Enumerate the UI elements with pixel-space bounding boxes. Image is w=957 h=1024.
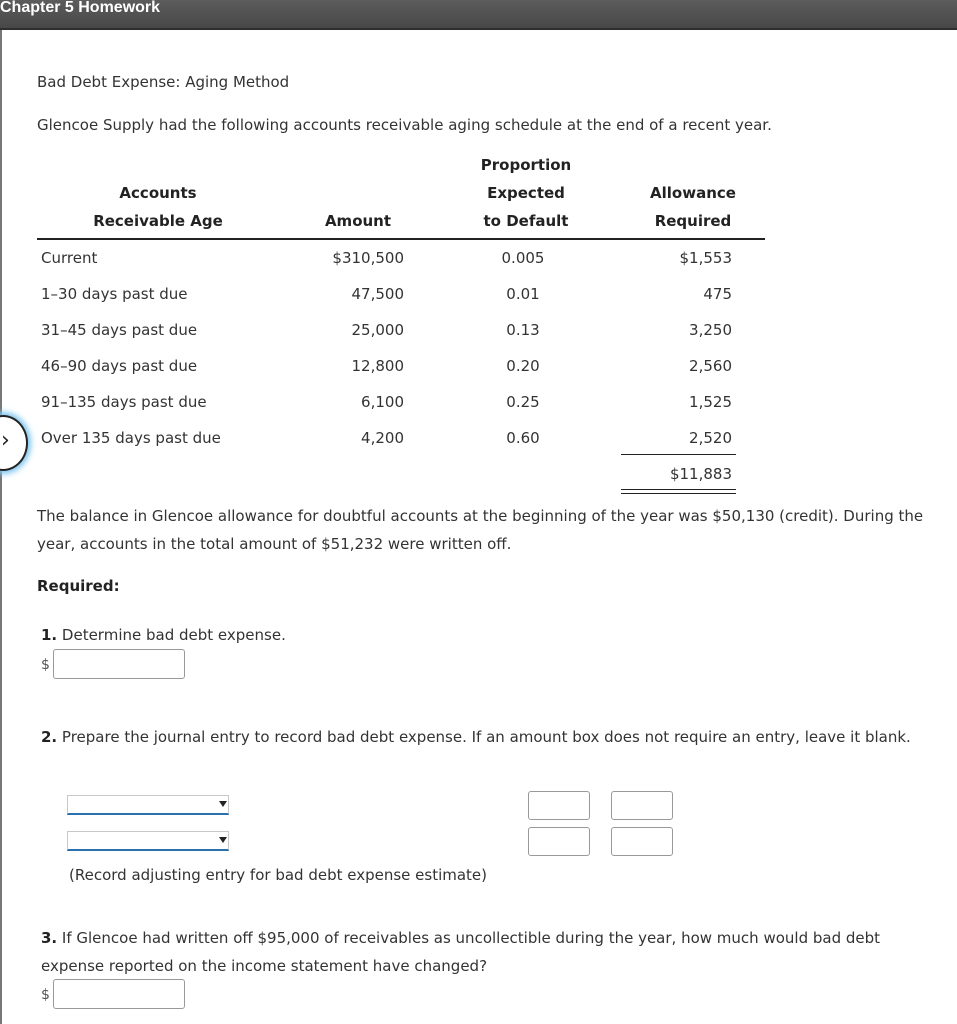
problem-intro: Glencoe Supply had the following accounts receivable aging schedule at the end of a recent year.: [37, 116, 772, 134]
table-row: [0, 320, 957, 356]
dropdown-arrow-icon: [219, 801, 227, 807]
cell-amount: 12,800: [351, 357, 404, 375]
left-border: [0, 30, 2, 1024]
header-allowance-line1: Allowance: [650, 184, 736, 202]
table-row: [0, 284, 957, 320]
header-allowance-line2: Required: [654, 212, 732, 230]
header-age-line2: Receivable Age: [93, 212, 223, 230]
expense-change-input[interactable]: [53, 979, 185, 1009]
cell-age: Current: [41, 249, 98, 267]
journal-debit-input-1[interactable]: [528, 791, 590, 820]
journal-entry-note: (Record adjusting entry for bad debt expense estimate): [69, 866, 488, 884]
table-row: [0, 356, 957, 392]
bad-debt-expense-input[interactable]: [53, 649, 185, 679]
chevron-right-icon: ›: [1, 428, 10, 453]
cell-allowance: $1,553: [679, 249, 732, 267]
header-amount-line1: Amount: [324, 212, 392, 230]
total-double-rule: [621, 489, 736, 490]
cell-allowance: 2,520: [689, 429, 732, 447]
total-rule-top: [621, 454, 736, 455]
cell-proportion: 0.005: [501, 249, 545, 267]
window-titlebar: [0, 0, 957, 30]
cell-proportion: 0.01: [506, 285, 540, 303]
question-2: [41, 723, 941, 751]
header-rule: [37, 238, 765, 240]
journal-account-select-1[interactable]: [67, 795, 229, 815]
header-age-line1: Accounts: [119, 184, 197, 202]
header-proportion: [466, 151, 586, 235]
cell-amount: 47,500: [351, 285, 404, 303]
currency-symbol: $: [41, 987, 50, 1003]
cell-total-allowance: $11,883: [669, 465, 732, 483]
header-proportion-line3: to Default: [483, 212, 569, 230]
total-double-rule: [621, 493, 736, 494]
question-1-text: Determine bad debt expense.: [61, 626, 286, 644]
window-title: Chapter 5 Homework: [0, 0, 161, 16]
cell-age: 31–45 days past due: [41, 321, 198, 339]
cell-age: 91–135 days past due: [41, 393, 207, 411]
journal-account-select-2[interactable]: [67, 831, 229, 851]
cell-proportion: 0.25: [506, 393, 540, 411]
cell-age: 1–30 days past due: [41, 285, 188, 303]
question-1-number: 1.: [41, 626, 58, 644]
cell-allowance: 2,560: [689, 357, 732, 375]
problem-heading: Bad Debt Expense: Aging Method: [37, 73, 290, 91]
cell-amount: 6,100: [361, 393, 404, 411]
cell-allowance: 475: [703, 285, 732, 303]
header-allowance: [633, 179, 753, 235]
table-row: [0, 428, 957, 464]
question-3-number: 3.: [41, 929, 58, 947]
dropdown-arrow-icon: [219, 837, 227, 843]
cell-amount: 4,200: [361, 429, 404, 447]
table-row: [0, 248, 957, 284]
question-3: [41, 924, 941, 980]
cell-proportion: 0.13: [506, 321, 540, 339]
table-total-row: [0, 464, 957, 500]
cell-allowance: 1,525: [689, 393, 732, 411]
cell-proportion: 0.60: [506, 429, 540, 447]
cell-age: Over 135 days past due: [41, 429, 221, 447]
currency-symbol: $: [41, 657, 50, 673]
journal-debit-input-2[interactable]: [528, 827, 590, 856]
header-age: [77, 179, 239, 235]
header-proportion-line2: Expected: [487, 184, 565, 202]
question-1: [41, 621, 941, 649]
question-3-text: If Glencoe had written off $95,000 of receivables as uncollectible during the year, how much would bad debt expense reported on the income statement have changed?: [41, 929, 881, 975]
table-row: [0, 392, 957, 428]
cell-allowance: 3,250: [689, 321, 732, 339]
journal-credit-input-2[interactable]: [611, 827, 673, 856]
header-amount: [310, 207, 406, 235]
cell-amount: $310,500: [332, 249, 404, 267]
balance-text: The balance in Glencoe allowance for doubtful accounts at the beginning of the year was $50,130 (credit). During the year, accounts in the total amount of $51,232 were written off.: [37, 507, 924, 553]
cell-age: 46–90 days past due: [41, 357, 198, 375]
journal-credit-input-1[interactable]: [611, 791, 673, 820]
required-label: Required:: [37, 577, 120, 595]
question-2-text: Prepare the journal entry to record bad debt expense. If an amount box does not require an entry, leave it blank.: [61, 728, 911, 746]
header-proportion-line1: Proportion: [480, 156, 572, 174]
question-2-number: 2.: [41, 728, 58, 746]
cell-proportion: 0.20: [506, 357, 540, 375]
cell-amount: 25,000: [351, 321, 404, 339]
